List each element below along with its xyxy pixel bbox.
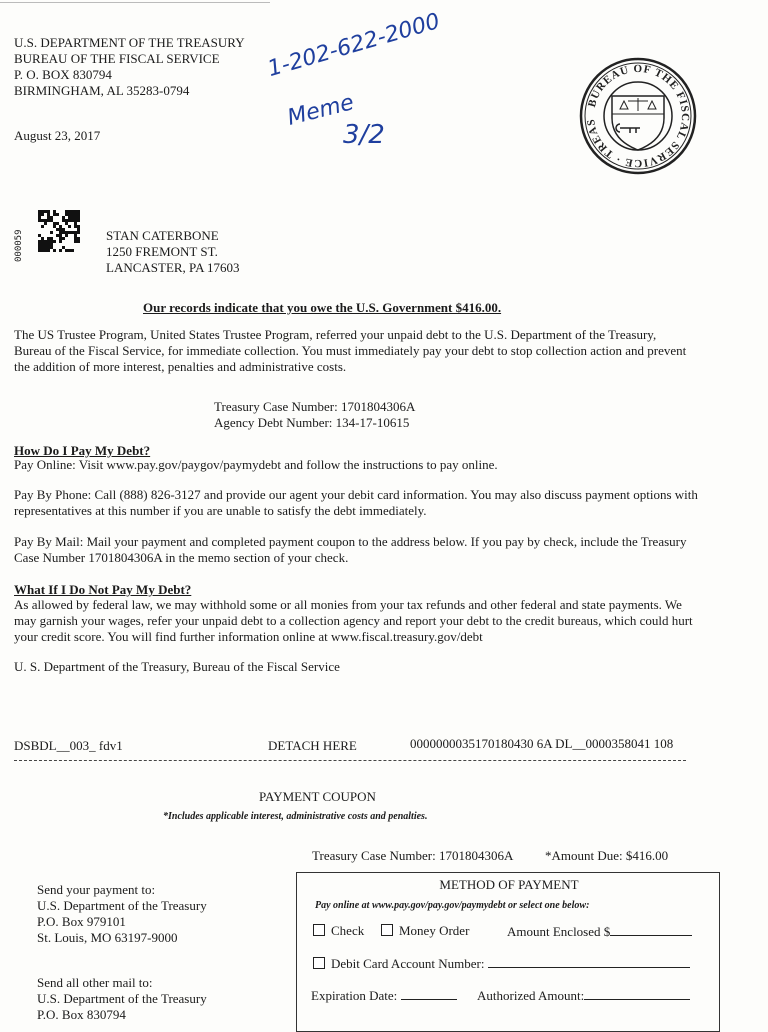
how-to-pay-heading: How Do I Pay My Debt? [14, 443, 151, 458]
expiration-label: Expiration Date: [311, 988, 398, 1003]
recipient-address [106, 228, 240, 276]
debt-headline: Our records indicate that you owe the U.S. Government $416.00. [143, 300, 502, 315]
amount-due-value: $416.00 [625, 848, 669, 863]
debit-card-option [313, 955, 690, 972]
expiration-field[interactable] [401, 987, 457, 1000]
coupon-title: PAYMENT COUPON [259, 789, 376, 804]
authorized-amount-label: Authorized Amount: [477, 988, 585, 1003]
expiration-date [311, 987, 457, 1004]
sender-line: BIRMINGHAM, AL 35283-0794 [14, 83, 190, 98]
pay-online-text: Pay Online: Visit www.pay.gov/paygov/paymydebt and follow the instructions to pay online. [14, 457, 498, 472]
debit-card-checkbox[interactable] [313, 957, 325, 969]
authorized-amount [477, 987, 690, 1004]
send-payment-line: Send your payment to: [37, 882, 156, 897]
send-other-mail-address [37, 975, 207, 1023]
detach-dashed-line [14, 760, 686, 761]
recipient-line: 1250 FREMONT ST. [106, 244, 218, 259]
letter-date: August 23, 2017 [14, 128, 101, 143]
sender-address [14, 35, 245, 99]
handwritten-note [265, 8, 465, 158]
form-code: DSBDL__003_ fdv1 [14, 738, 123, 753]
check-label: Check [331, 923, 365, 938]
send-payment-line: U.S. Department of the Treasury [37, 898, 207, 913]
send-other-line: U.S. Department of the Treasury [37, 991, 207, 1006]
handwritten-phone: 1-202-622-2000 [265, 8, 443, 83]
send-other-line: P.O. Box 830794 [37, 1007, 126, 1022]
detach-here-label: DETACH HERE [268, 738, 357, 753]
send-other-line: Send all other mail to: [37, 975, 153, 990]
coupon-case [312, 848, 513, 864]
method-subtitle: Pay online at www.pay.gov/pay.gov/paymydebt or select one below: [315, 900, 590, 911]
top-edge-line [0, 2, 270, 3]
authorized-amount-field[interactable] [584, 987, 690, 1000]
treasury-case-number: Treasury Case Number: 1701804306A [214, 399, 416, 414]
sender-line: P. O. BOX 830794 [14, 67, 112, 82]
pay-phone-text: Pay By Phone: Call (888) 826-3127 and provide our agent your debit card information. You may also discuss payment options with representatives at this number if you are unable to satisfy the debt immediately. [14, 487, 698, 518]
handwritten-fraction: 3/2 [343, 120, 385, 150]
coupon-amount [545, 848, 668, 864]
treasury-seal-icon [578, 56, 698, 176]
money-order-option[interactable] [381, 923, 469, 939]
money-order-label: Money Order [399, 923, 470, 938]
mail-code: 000059 [14, 229, 24, 262]
amount-enclosed-label: Amount Enclosed $ [507, 924, 611, 939]
pay-mail-text: Pay By Mail: Mail your payment and completed payment coupon to the address below. If you pay by check, include the Treasury Case Number 1701804306A in the memo section of your check. [14, 534, 687, 565]
coupon-note: *Includes applicable interest, administrative costs and penalties. [163, 811, 428, 822]
not-pay-text: As allowed by federal law, we may withhold some or all monies from your tax refunds and other federal and state payments. We may garnish your wages, refer your unpaid debt to a collection agency and report your debt to the credit bureaus, which could hurt your credit score. You will find further information online at www.fiscal.treasury.gov/debt [14, 597, 693, 644]
scanline-code: 0000000035170180430 6A DL__0000358041 108 [410, 736, 674, 751]
send-payment-address [37, 882, 207, 946]
amount-due-label: *Amount Due: [545, 848, 623, 863]
agency-debt-number: Agency Debt Number: 134-17-10615 [214, 415, 410, 430]
debit-card-label: Debit Card Account Number: [331, 956, 485, 971]
check-checkbox[interactable] [313, 924, 325, 936]
send-payment-line: P.O. Box 979101 [37, 914, 126, 929]
send-payment-line: St. Louis, MO 63197-9000 [37, 930, 178, 945]
coupon-case-label: Treasury Case Number: [312, 848, 436, 863]
coupon-case-value: 1701804306A [438, 848, 514, 863]
signature-line: U. S. Department of the Treasury, Bureau of the Fiscal Service [14, 659, 340, 674]
recipient-line: STAN CATERBONE [106, 228, 219, 243]
method-of-payment-box [296, 872, 720, 1032]
handwritten-memo: Meme [284, 90, 357, 131]
svg-text:BUREAU OF THE FISCAL SERVICE: BUREAU OF THE FISCAL SERVICE · TREAS [584, 62, 692, 170]
amount-enclosed-field[interactable] [610, 923, 692, 936]
qr-code-icon [38, 210, 80, 252]
debit-card-field[interactable] [488, 955, 690, 968]
recipient-line: LANCASTER, PA 17603 [106, 260, 240, 275]
sender-line: U.S. DEPARTMENT OF THE TREASURY [14, 35, 245, 50]
not-pay-heading: What If I Do Not Pay My Debt? [14, 582, 192, 597]
intro-paragraph: The US Trustee Program, United States Trustee Program, referred your unpaid debt to the U.S. Department of the Treasury, Bureau of the Fiscal Service, for immediate collection. You must immediately pay your debt to stop collection action and prevent the addition of more interest, penalties and administrative costs. [14, 327, 687, 374]
method-title: METHOD OF PAYMENT [439, 877, 579, 892]
case-numbers [214, 399, 415, 431]
money-order-checkbox[interactable] [381, 924, 393, 936]
check-option[interactable] [313, 923, 364, 939]
amount-enclosed [507, 923, 692, 940]
sender-line: BUREAU OF THE FISCAL SERVICE [14, 51, 220, 66]
